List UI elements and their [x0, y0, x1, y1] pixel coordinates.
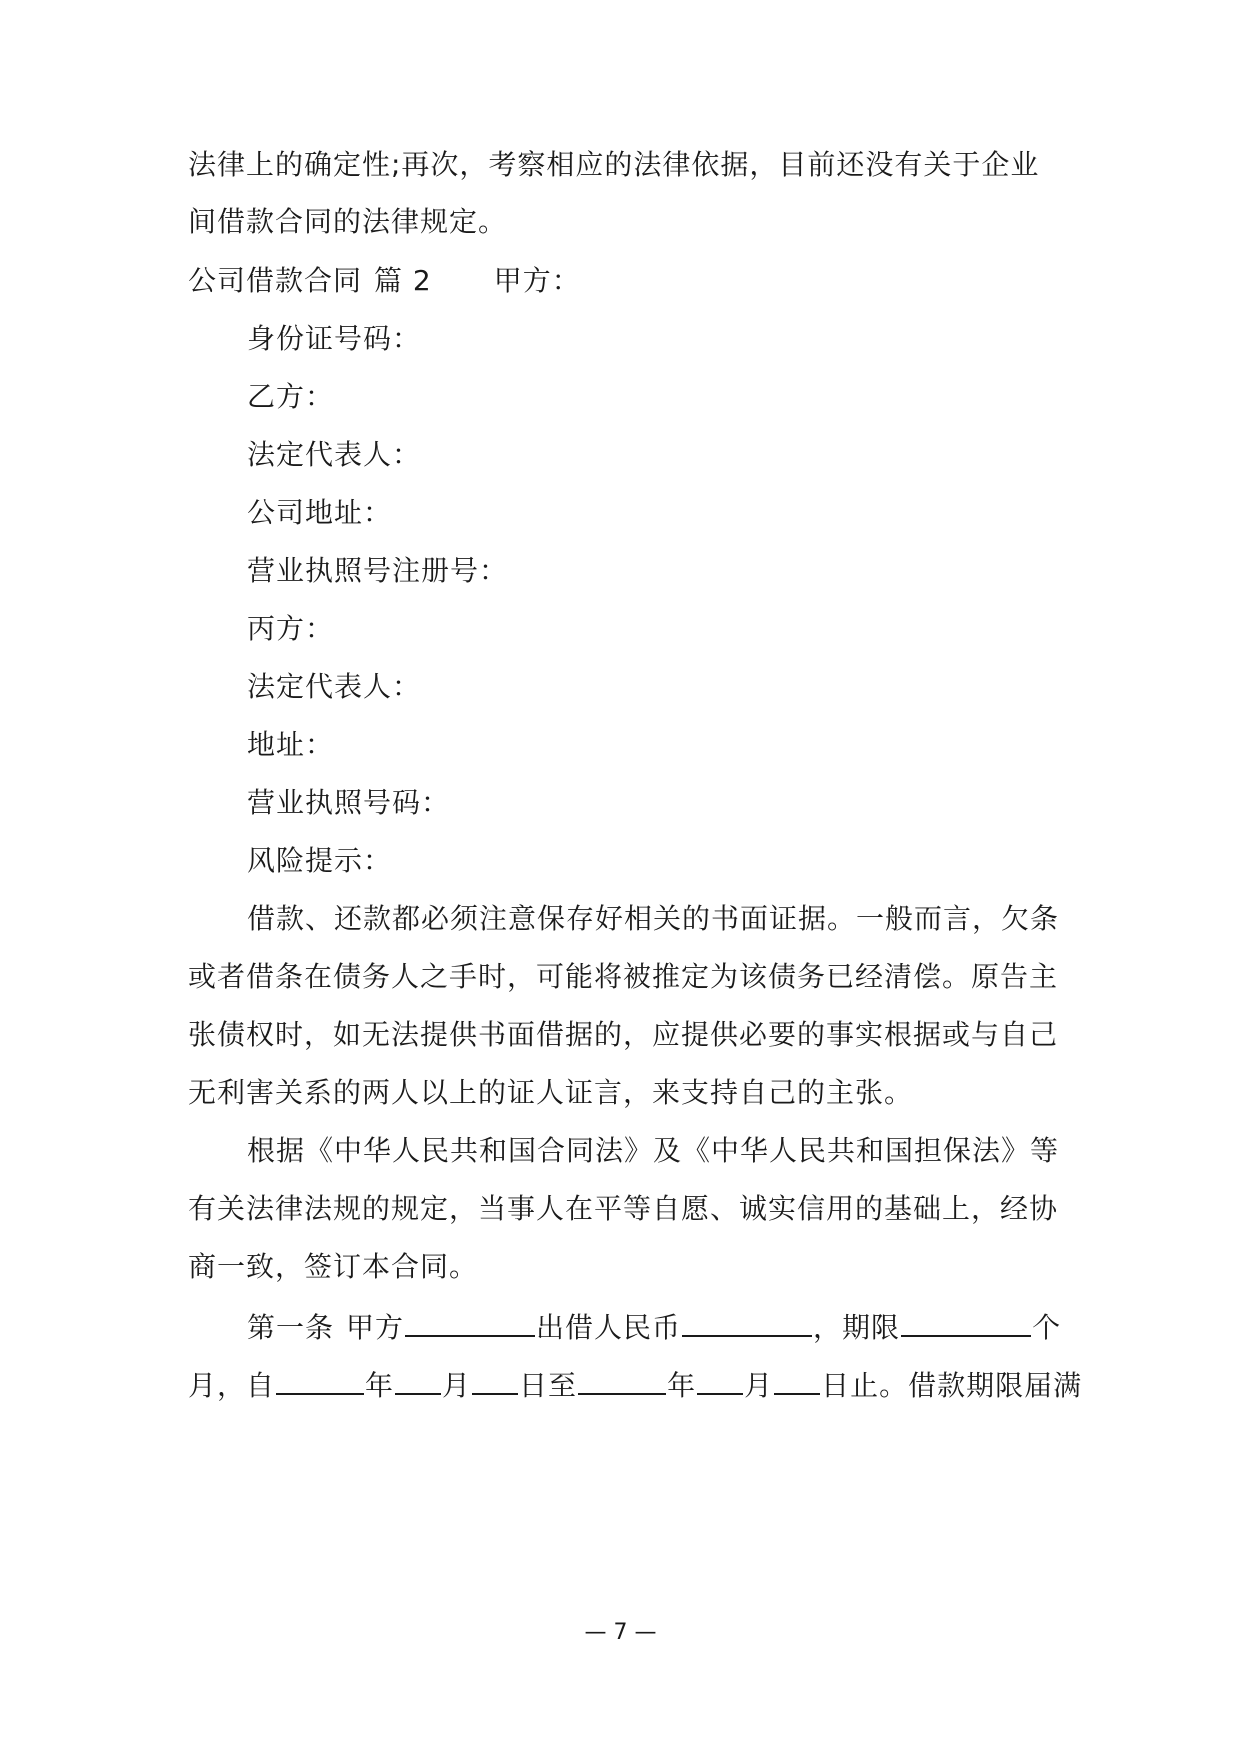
article-text: 甲方: [346, 1311, 405, 1344]
field-id-number: 身份证号码：: [247, 322, 422, 355]
article-1-line: [188, 1363, 1083, 1406]
field-legal-rep-b: 法定代表人：: [247, 438, 422, 471]
field-party-b: 乙方：: [247, 380, 335, 413]
field-risk-tip: 风险提示：: [247, 844, 393, 877]
page-number: — 7 —: [584, 1620, 657, 1645]
blank-term: [901, 1305, 1031, 1337]
article-label: 第一条: [247, 1311, 335, 1344]
field-company-address: 公司地址：: [247, 496, 393, 529]
risk-paragraph-line: 借款、还款都必须注意保存好相关的书面证据。一般而言，欠条: [247, 902, 1060, 935]
heading-title: 公司借款合同: [188, 264, 363, 297]
law-paragraph-line: 根据《中华人民共和国合同法》及《中华人民共和国担保法》等: [247, 1134, 1060, 1167]
article-text: 日止。借款期限届满: [821, 1369, 1083, 1402]
blank-start-year: [276, 1363, 364, 1395]
article-text: 个: [1032, 1311, 1062, 1344]
field-address: 地址：: [247, 728, 335, 761]
article-text: 年: [365, 1369, 395, 1402]
blank-amount: [682, 1305, 812, 1337]
body-line: 间借款合同的法律规定。: [188, 205, 508, 238]
article-text: 月: [442, 1369, 472, 1402]
field-party-c: 丙方：: [247, 612, 335, 645]
article-text: 出借人民币: [536, 1311, 682, 1344]
article-text: 日至: [519, 1369, 578, 1402]
field-license-no: 营业执照号码：: [247, 786, 451, 819]
blank-start-day: [472, 1363, 518, 1395]
article-text: 月: [744, 1369, 774, 1402]
law-paragraph-line: 有关法律法规的规定，当事人在平等自愿、诚实信用的基础上，经协: [188, 1192, 1059, 1225]
blank-start-month: [395, 1363, 441, 1395]
risk-paragraph-line: 张债权时，如无法提供书面借据的，应提供必要的事实根据或与自己: [188, 1018, 1059, 1051]
law-paragraph-line: 商一致，签订本合同。: [188, 1250, 479, 1283]
risk-paragraph-line: 或者借条在债务人之手时，可能将被推定为该债务已经清偿。原告主: [188, 960, 1059, 993]
body-line: 法律上的确定性;再次，考察相应的法律依据，目前还没有关于企业: [188, 148, 1040, 181]
blank-end-month: [697, 1363, 743, 1395]
field-license-reg: 营业执照号注册号：: [247, 554, 509, 587]
article-1-line: [247, 1305, 1067, 1348]
risk-paragraph-line: 无利害关系的两人以上的证人证言，来支持自己的主张。: [188, 1076, 914, 1109]
section-heading: [188, 261, 1068, 301]
field-legal-rep-c: 法定代表人：: [247, 670, 422, 703]
article-text: 月，自: [188, 1369, 276, 1402]
blank-end-year: [578, 1363, 666, 1395]
article-text: 年: [667, 1369, 697, 1402]
article-text: ，期限: [813, 1311, 901, 1344]
blank-lender: [405, 1305, 535, 1337]
heading-part: 篇 2: [374, 264, 432, 297]
blank-end-day: [774, 1363, 820, 1395]
party-a-label: 甲方：: [493, 264, 581, 297]
